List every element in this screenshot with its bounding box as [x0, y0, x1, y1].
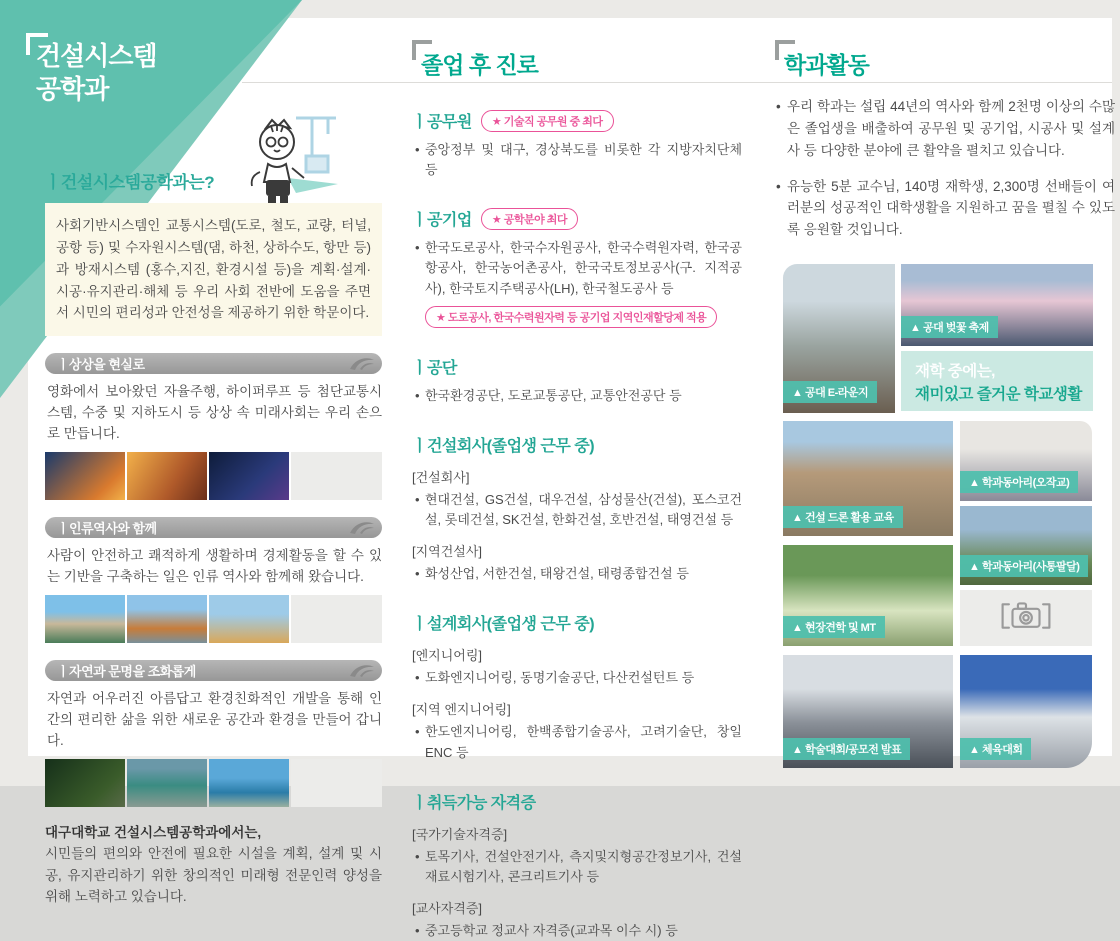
feature-pill-label: ㅣ자연과 문명을 조화롭게 — [57, 663, 196, 679]
department-statement — [45, 822, 382, 908]
group-engineering — [412, 645, 742, 688]
photo-conference-presentation — [783, 655, 953, 768]
feature-photo-row — [45, 452, 382, 500]
career-section-construction-companies — [412, 433, 742, 584]
bullet-item: • 현대건설, GS건설, 대우건설, 삼성물산(건설), 포스코건설, 롯데건설, SK건설, 한화건설, 호반건설, 태영건설 등 — [412, 490, 742, 530]
group-regional-engineering — [412, 699, 742, 762]
photo-dam-lake — [127, 759, 207, 807]
section-heading: ㅣ건설회사(졸업생 근무 중) — [412, 437, 595, 455]
photo-rome-bridge — [45, 595, 125, 643]
feature-pill-label: ㅣ인류역사와 함께 — [57, 521, 157, 537]
camera-icon — [999, 598, 1053, 639]
activities-bullet: • 유능한 5분 교수님, 140명 재학생, 2,300명 선배들이 여러분의 성공적인 대학생활을 지원하고 꿈을 펼칠 수 있도록 응원할 것입니다. — [775, 176, 1115, 242]
section-heading: ㅣ설계회사(졸업생 근무 중) — [412, 616, 595, 634]
activities-title-block — [775, 40, 1115, 82]
photo-caption: ▲ 건설 드론 활용 교육 — [783, 506, 903, 528]
group-label: [엔지니어링] — [412, 648, 483, 664]
photo-placeholder-box — [960, 590, 1092, 646]
section-heading: ㅣ공기업 — [412, 212, 472, 230]
photo-caption: ▲ 학술대회/공모전 발표 — [783, 738, 910, 760]
section-heading: ㅣ취득가능 자격증 — [412, 794, 536, 812]
photo-e-lounge — [783, 264, 895, 413]
photo-blossom-festival — [901, 264, 1093, 346]
feature-text: 자연과 어우러진 아름답고 환경친화적인 개발을 통해 인간의 편리한 삶을 위한 새로운 공간과 환경을 만들어 갑니다. — [47, 690, 382, 748]
group-teacher-certs — [412, 898, 742, 941]
photo-sports-day — [960, 655, 1092, 768]
about-intro-box: 사회기반시스템인 교통시스템(도로, 철도, 교량, 터널, 공항 등) 및 수자원시스템(댐, 하천, 상하수도, 항만 등)과 방재시스템 (홍수,지진, 환경시설 등)을 계획·설계·시공·유지관리·해체 등 우리 사회 전반에 도움을 주면서 시민의 편리성과 안전성을 제공하기 위한 학문이다. — [45, 203, 382, 336]
photo-smart-city — [209, 452, 289, 500]
section-heading: ㅣ공무원 — [412, 114, 472, 131]
about-column — [45, 168, 382, 908]
group-regional-construction — [412, 541, 742, 584]
swirl-icon — [349, 356, 375, 376]
feature-pill — [45, 353, 382, 374]
about-heading: ㅣ건설시스템공학과는? — [45, 173, 215, 192]
photo-caption: ▲ 체육대회 — [960, 738, 1031, 760]
photo-caption: ▲ 공대 벚꽃 축제 — [901, 316, 998, 338]
group-construction — [412, 467, 742, 530]
bullet-item: • 한국환경공단, 도로교통공단, 교통안전공단 등 — [412, 386, 742, 406]
feature-pill — [45, 517, 382, 538]
career-title-block — [412, 40, 742, 82]
campus-life-highlight — [901, 351, 1093, 411]
bullet-item: • 한국도로공사, 한국수자원공사, 한국수력원자력, 한국공항공사, 한국농어촌공사, 한국국토정보공사(구. 지적공사), 한국토지주택공사(LH), 한국철도공사 등 — [412, 238, 742, 298]
photo-caption: ▲ 학과동아리(오작교) — [960, 471, 1078, 493]
photo-placeholder — [291, 759, 382, 807]
bullet-item: • 화성산업, 서한건설, 태왕건설, 태령종합건설 등 — [412, 564, 742, 584]
department-title-line1: 건설시스템 — [36, 41, 157, 71]
photo-highspeed-train — [127, 452, 207, 500]
photo-club-satongpaldal — [960, 506, 1092, 585]
bullet-item: • 토목기사, 건설안전기사, 측지및지형공간정보기사, 건설재료시험기사, 콘크리트기사 등 — [412, 847, 742, 887]
feature-text: 영화에서 보아왔던 자율주행, 하이퍼루프 등 첨단교통시스템, 수중 및 지하도시 등 상상 속 미래사회는 우리 손으로 만듭니다. — [47, 384, 382, 442]
career-section-civil-service — [412, 109, 742, 180]
career-section-certifications — [412, 790, 742, 941]
statement-body: 시민들의 편의와 안전에 필요한 시설을 계획, 설계 및 시공, 유지관리하기 위한 창의적인 미래형 전문인력 양성을 위해 노력하고 있습니다. — [45, 846, 382, 905]
feature-photo-row — [45, 759, 382, 807]
badge-most-technical-officials: ★ 기술직 공무원 중 최다 — [481, 110, 614, 132]
photo-forest-road — [45, 759, 125, 807]
career-title: 졸업 후 진로 — [421, 52, 538, 78]
activities-column — [775, 40, 1115, 770]
group-label: [교사자격증] — [412, 900, 483, 916]
photo-drone-training — [783, 421, 953, 536]
highlight-line1: 재학 중에는, — [915, 363, 995, 381]
feature-pill-label: ㅣ상상을 현실로 — [57, 357, 145, 373]
swirl-icon — [349, 520, 375, 540]
group-label: [지역 엔지니어링] — [412, 702, 511, 718]
bullet-item: • 도화엔지니어링, 동명기술공단, 다산컨설턴트 등 — [412, 668, 742, 688]
group-label: [건설회사] — [412, 469, 470, 485]
highlight-line2: 재미있고 즐거운 학교생활 — [915, 385, 1082, 403]
photo-placeholder — [291, 452, 382, 500]
section-heading: ㅣ공단 — [412, 359, 457, 377]
department-title-line2: 공학과 — [36, 73, 109, 104]
bullet-item: • 한도엔지니어링, 한백종합기술공사, 고려기술단, 창일ENC 등 — [412, 722, 742, 762]
activities-bullet: • 우리 학과는 설립 44년의 역사와 함께 2천명 이상의 수많은 졸업생을 배출하여 공무원 및 공기업, 시공사 및 설계사 등 다양한 분야에 큰 활약을 펼치고 있습니다. — [775, 96, 1115, 162]
bullet-item: • 중앙정부 및 대구, 경상북도를 비롯한 각 지방자치단체 등 — [412, 140, 742, 180]
feature-text: 사람이 안전하고 쾌적하게 생활하며 경제활동을 할 수 있는 기반을 구축하는 일은 인류 역사와 함께해 왔습니다. — [47, 548, 382, 584]
career-section-public-corp — [412, 207, 742, 327]
activities-photo-collage — [775, 264, 1115, 770]
department-title — [36, 40, 157, 105]
feature-pill — [45, 660, 382, 681]
photo-pyramids — [209, 595, 289, 643]
activities-title: 학과활동 — [784, 52, 869, 78]
swirl-icon — [349, 663, 375, 683]
bullet-item: • 중고등학교 정교사 자격증(교과목 이수 시) 등 — [412, 921, 742, 941]
photo-placeholder — [291, 595, 382, 643]
photo-fieldtrip-mt — [783, 545, 953, 646]
feature-photo-row — [45, 595, 382, 643]
group-national-certs — [412, 824, 742, 887]
feature-nature — [45, 660, 382, 807]
photo-caption: ▲ 현장견학 및 MT — [783, 616, 885, 638]
feature-imagination — [45, 353, 382, 500]
photo-spanish-steps — [127, 595, 207, 643]
photo-caption: ▲ 학과동아리(사통팔달) — [960, 555, 1088, 577]
badge-regional-talent-quota: ★ 도로공사, 한국수력원자력 등 공기업 지역인재할당제 적용 — [425, 306, 717, 328]
career-column — [412, 40, 742, 941]
career-section-agencies — [412, 355, 742, 406]
feature-history — [45, 517, 382, 643]
group-label: [국가기술자격증] — [412, 826, 508, 842]
photo-future-station — [45, 452, 125, 500]
photo-coastal-bridge — [209, 759, 289, 807]
photo-club-ojakgyo — [960, 421, 1092, 501]
badge-most-engineering: ★ 공학분야 최다 — [481, 208, 578, 230]
group-label: [지역건설사] — [412, 544, 483, 560]
career-section-design-companies — [412, 611, 742, 762]
statement-lead: 대구대학교 건설시스템공학과에서는, — [45, 824, 262, 840]
photo-caption: ▲ 공대 E-라운지 — [783, 381, 877, 403]
